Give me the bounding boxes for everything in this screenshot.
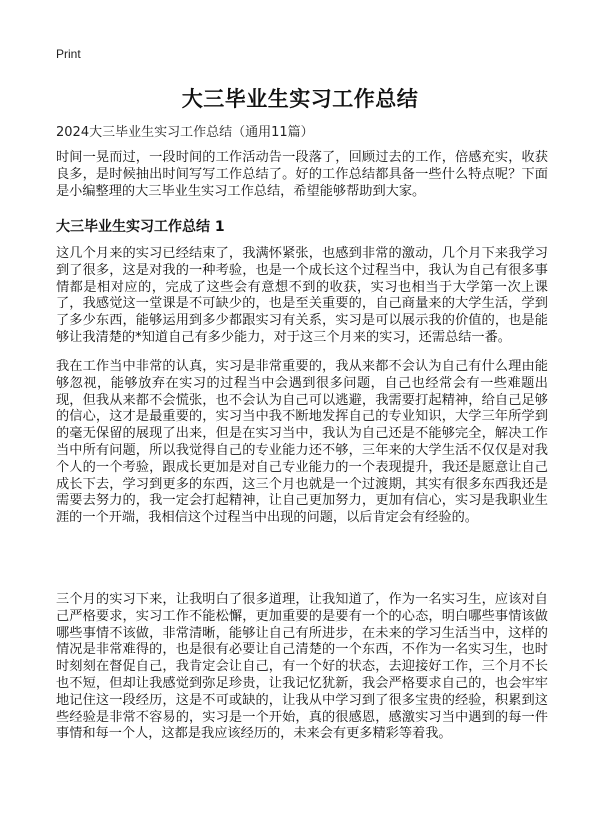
section-heading: 大三毕业生实习工作总结 1: [56, 219, 225, 235]
body-paragraph: 我在工作当中非常的认真，实习是非常重要的，我从来都不会认为自己有什么理由能够忽视，能够放弃在实习的过程当中会遇到很多问题，自己也经常会有一些难题出现，但我从来都不会慌张，也不会认为自己可以逃避，我需要打起精神，给自己足够的信心，这才是最重要的，实习当中我不断地发挥自己的专业知识，大学三年所学到的毫无保留的展现了出来，但是在实习当中，我认为自己还是不能够完全，解决工作当中所有问题，所以我觉得自己的专业能力还不够，三年来的大学生活不仅仅是对我个人的一个考验，跟成长更加是对自己专业能力的一个表现提升，我还是愿意让自己成长下去，学习到更多的东西，这三个月也就是一个过渡期，其实有很多东西我还是需要去努力的，我一定会打起精神，让自己更加努力，更加有信心，实习是我职业生涯的一个开端，我相信这个过程当中出现的问题，以后肯定会有经验的。: [56, 359, 548, 526]
page-title: 大三毕业生实习工作总结: [181, 87, 419, 111]
body-paragraph: 三个月的实习下来，让我明白了很多道理，让我知道了，作为一名实习生，应该对自己严格要求，实习工作不能松懈，更加重要的是要有一个的心态，明白哪些事情该做哪些事情不该做，非常清晰，能够让自己有所进步，在未来的学习生活当中，这样的情况是非常难得的，也是很有必要让自己清楚的一个东西，不作为一名实习生，也时时刻刻在督促自己，我肯定会让自己，有一个好的状态，去迎接好工作，三个月不长也不短，但却让我感觉到弥足珍贵，让我记忆犹新，我会严格要求自己的，也会牢牢地记住这一段经历，这是不可或缺的，让我从中学习到了很多宝贵的经验，积累到这些经验是非常不容易的，实习是一个开始，真的很感恩，感激实习当中遇到的每一件事情和每一个人，这都是我应该经历的，未来会有更多精彩等着我。: [56, 592, 548, 742]
document-subtitle: 2024大三毕业生实习工作总结（通用11篇）: [56, 125, 314, 140]
print-label[interactable]: Print: [56, 47, 81, 61]
intro-paragraph: 时间一晃而过，一段时间的工作活动告一段落了，回顾过去的工作，倍感充实，收获良多，是时候抽出时间写写工作总结了。好的工作总结都具备一些什么特点呢？下面是小编整理的大三毕业生实习工作总结，希望能够帮助到大家。: [56, 150, 548, 199]
body-paragraph: 这几个月来的实习已经结束了，我满怀紧张，也感到非常的激动，几个月下来我学习到了很多，这是对我的一种考验，也是一个成长这个过程当中，我认为自己有很多事情都是相对应的，完成了这些会有意想不到的收获，实习也相当于大学第一次上课了，我感觉这一堂课是不可缺少的，也是至关重要的，自己商量来的大学生活，学到了多少东西，能够运用到多少都跟实习有关系，实习是可以展示我的价值的，也是能够让我清楚的*知道自己有多少能力，对于这三个月来的实习，还需总结一番。: [56, 246, 548, 345]
